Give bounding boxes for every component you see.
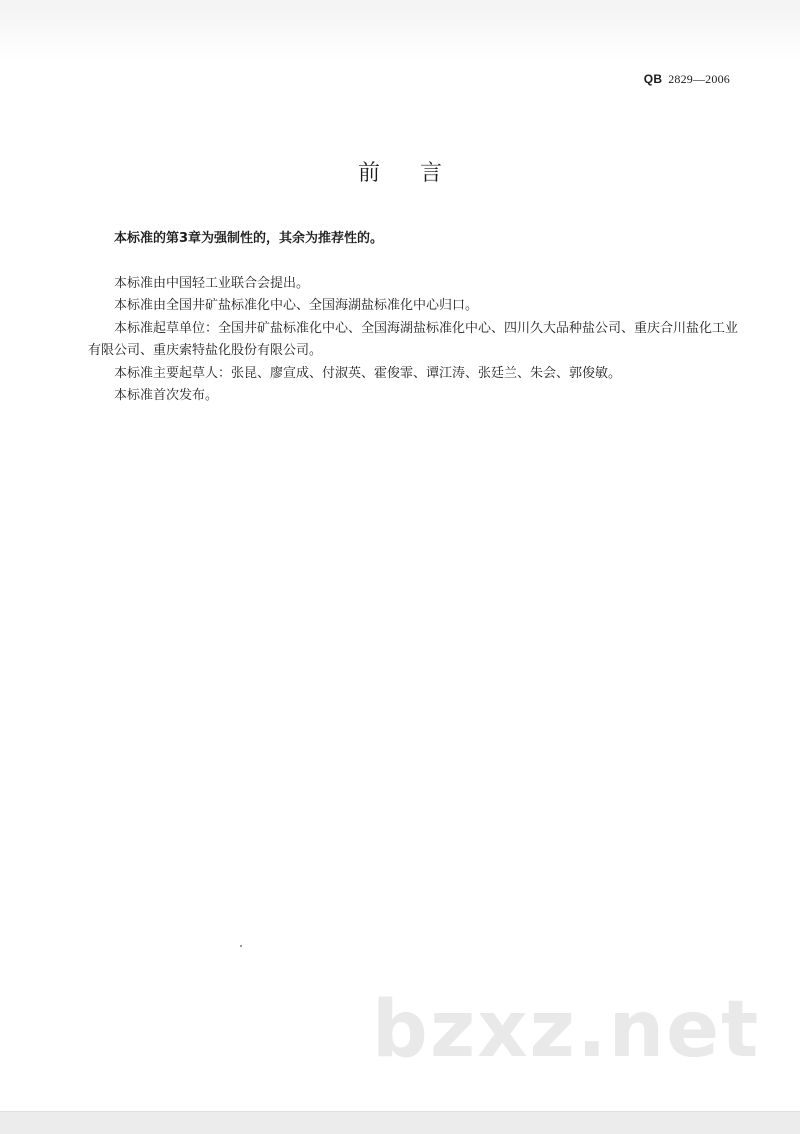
watermark: bzxz.net [372, 985, 761, 1075]
foreword-body [88, 228, 748, 408]
proposer-paragraph: 本标准由中国轻工业联合会提出。 [114, 275, 310, 291]
page-title: 前言 [357, 161, 482, 186]
main-drafters-paragraph: 本标准主要起草人：张昆、廖宣成、付淑英、霍俊霏、谭江涛、张廷兰、朱会、郭俊敏。 [114, 365, 622, 381]
first-issue-paragraph: 本标准首次发布。 [114, 388, 219, 403]
scan-speck [240, 945, 242, 947]
mandatory-clause-paragraph: 本标准的第3章为强制性的，其余为推荐性的。 [114, 231, 384, 246]
standard-prefix: QB [643, 72, 663, 86]
centralized-management-paragraph: 本标准由全国井矿盐标准化中心、全国海湖盐标准化中心归口。 [114, 298, 479, 313]
drafting-units-paragraph: 本标准起草单位：全国井矿盐标准化中心、全国海湖盐标准化中心、四川久大品种盐公司、重庆合川盐化工业有限公司、重庆索特盐化股份有限公司。 [88, 320, 739, 358]
standard-code [644, 72, 730, 87]
page-bottom-edge [0, 1111, 800, 1134]
standard-number: 2829—2006 [668, 72, 730, 86]
